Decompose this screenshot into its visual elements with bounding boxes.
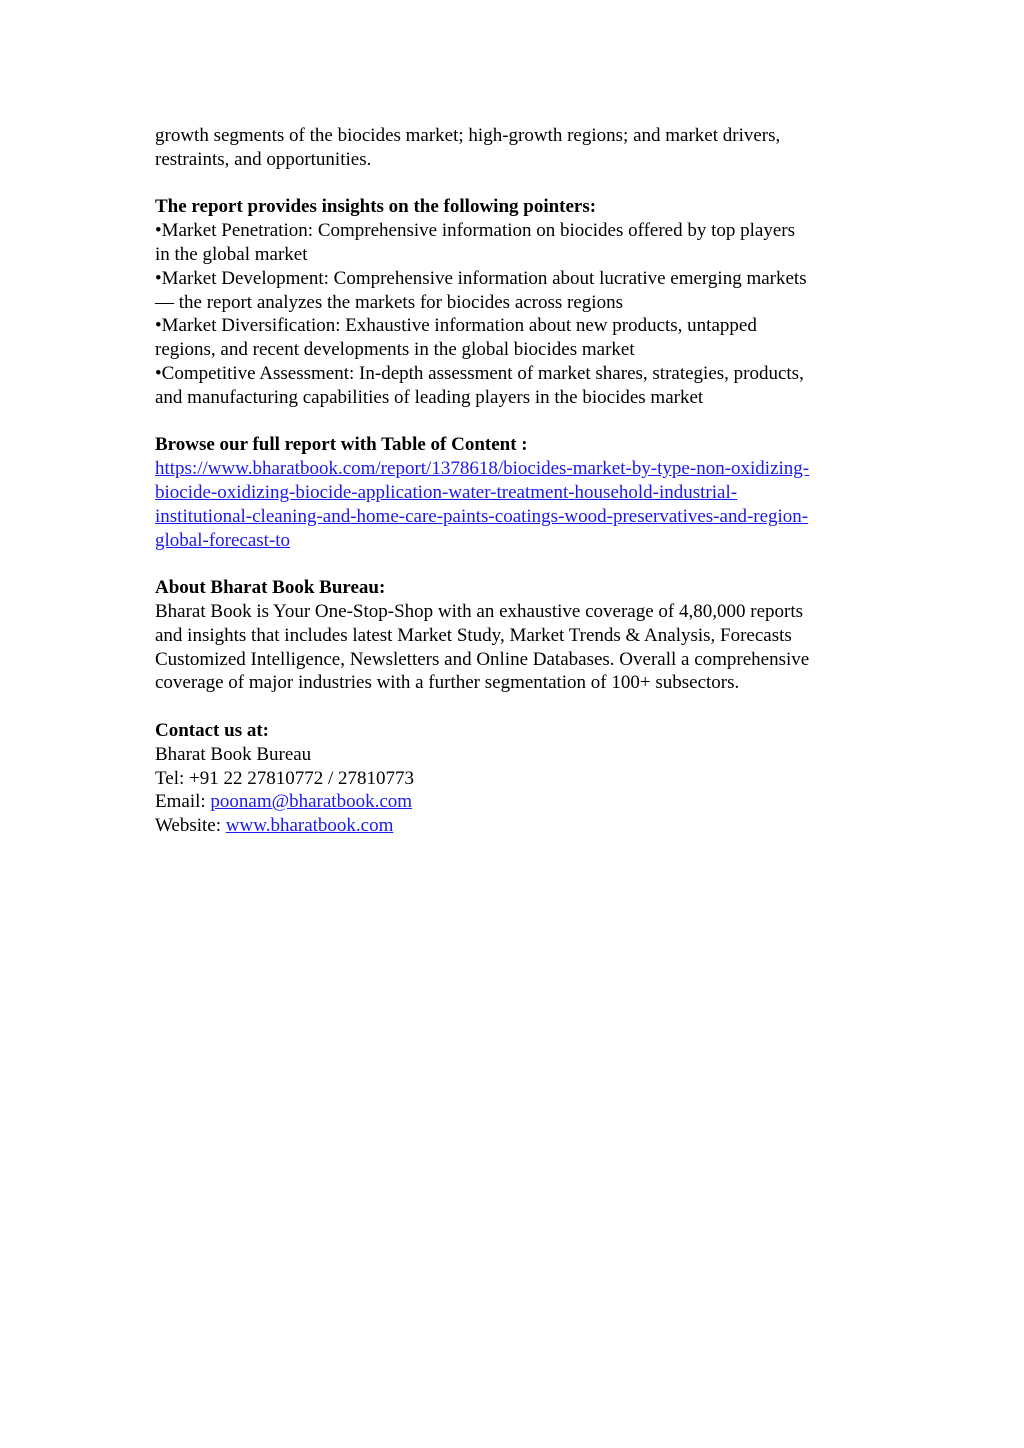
insights-line: regions, and recent developments in the global biocides market — [155, 339, 635, 361]
about-line: and insights that includes latest Market Study, Market Trends & Analysis, Forecasts — [155, 624, 792, 646]
about-line: Bharat Book is Your One-Stop-Shop with an exhaustive coverage of 4,80,000 reports — [155, 600, 804, 622]
contact-section — [155, 719, 875, 838]
website-link[interactable]: www.bharatbook.com — [225, 815, 394, 837]
insights-line: •Market Diversification: Exhaustive information about new products, untapped — [155, 315, 757, 337]
document-page — [155, 124, 875, 838]
browse-section — [155, 433, 875, 552]
contact-tel: Tel: +91 22 27810772 / 27810773 — [155, 767, 415, 789]
intro-line: growth segments of the biocides market; high-growth regions; and market drivers, — [155, 125, 781, 146]
insights-line: and manufacturing capabilities of leading players in the biocides market — [155, 386, 704, 408]
paragraph-gap — [155, 172, 875, 196]
insights-line: •Market Penetration: Comprehensive information on biocides offered by top players — [155, 220, 795, 242]
contact-email-row — [155, 790, 875, 814]
insights-heading: The report provides insights on the following pointers: — [155, 196, 597, 218]
contact-heading: Contact us at: — [155, 719, 269, 741]
insights-line: •Competitive Assessment: In-depth assessment of market shares, strategies, products, — [155, 362, 804, 384]
about-heading: About Bharat Book Bureau: — [155, 577, 386, 599]
about-section — [155, 576, 875, 695]
insights-line: — the report analyzes the markets for biocides across regions — [155, 291, 623, 313]
contact-company: Bharat Book Bureau — [155, 743, 312, 765]
report-link-line[interactable]: global-forecast-to — [155, 529, 291, 551]
insights-line: in the global market — [155, 243, 308, 265]
website-label: Website: — [155, 815, 226, 837]
report-link-line[interactable]: institutional-cleaning-and-home-care-paints-coatings-wood-preservatives-and-region- — [155, 505, 809, 527]
paragraph-gap — [155, 695, 875, 719]
about-line: coverage of major industries with a further segmentation of 100+ subsectors. — [155, 672, 740, 694]
browse-heading: Browse our full report with Table of Content : — [155, 434, 528, 456]
insights-line: •Market Development: Comprehensive information about lucrative emerging markets — [155, 267, 807, 289]
about-line: Customized Intelligence, Newsletters and Online Databases. Overall a comprehensive — [155, 648, 810, 670]
intro-line: restraints, and opportunities. — [155, 148, 372, 170]
insights-section — [155, 195, 875, 409]
paragraph-gap — [155, 552, 875, 576]
paragraph-gap — [155, 410, 875, 434]
report-link-line[interactable]: biocide-oxidizing-biocide-application-water-treatment-household-industrial- — [155, 481, 738, 503]
email-link[interactable]: poonam@bharatbook.com — [210, 791, 413, 813]
report-link-line[interactable]: https://www.bharatbook.com/report/1378618/biocides-market-by-type-non-oxidizing- — [155, 458, 810, 480]
email-label: Email: — [155, 791, 211, 813]
intro-paragraph — [155, 124, 875, 172]
contact-website-row — [155, 814, 875, 838]
